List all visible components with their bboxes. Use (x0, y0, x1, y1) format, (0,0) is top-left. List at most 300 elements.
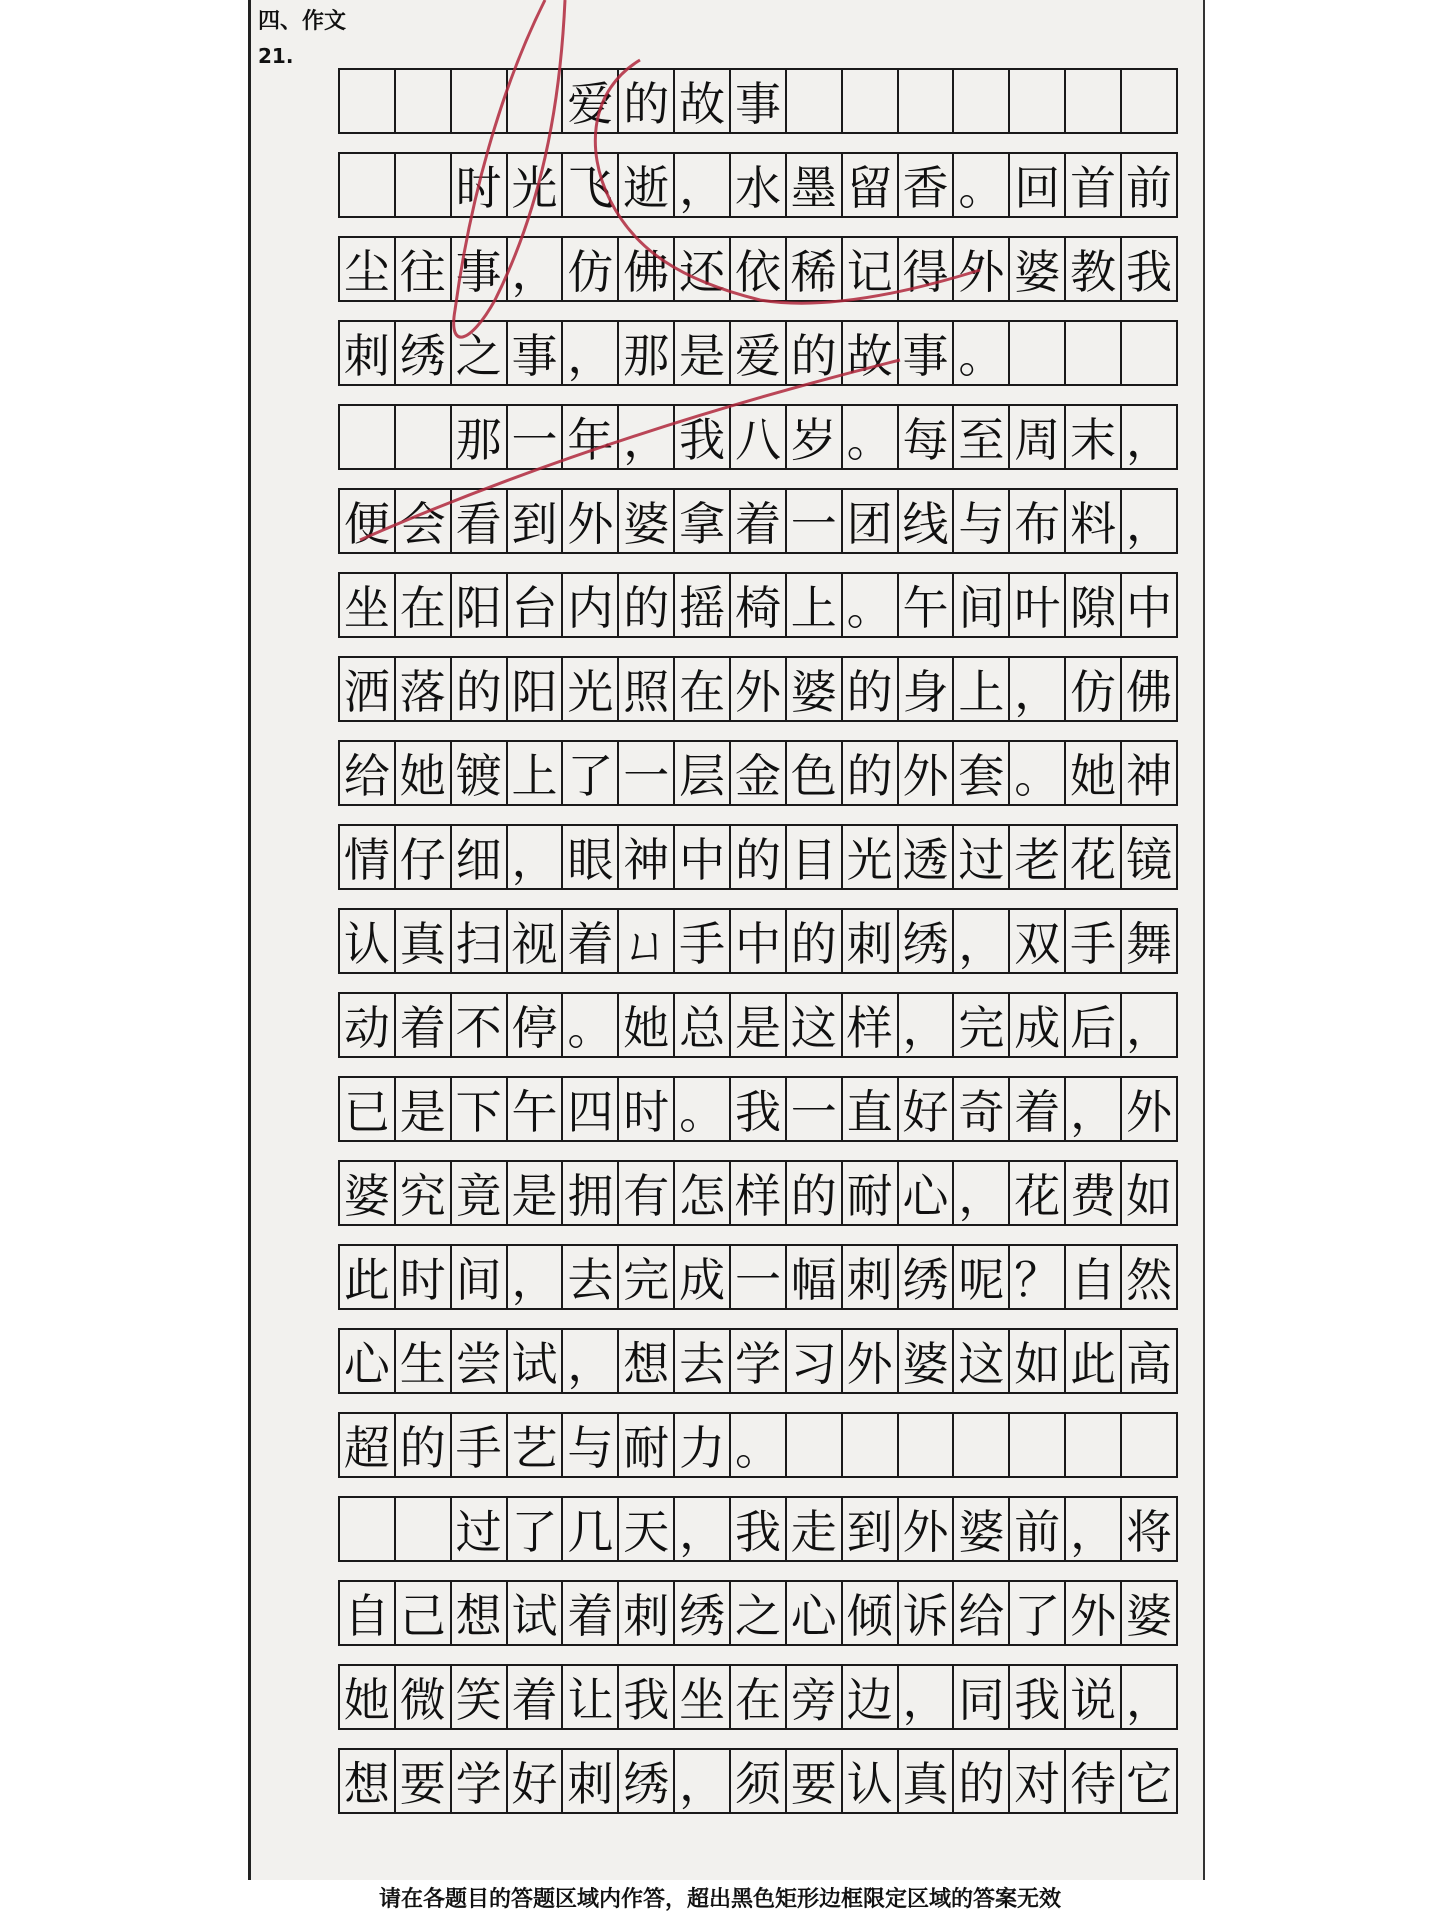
grid-cell: 好 (899, 1078, 955, 1140)
grid-cell: 动 (340, 994, 396, 1056)
grid-cell: ， (563, 322, 619, 384)
grid-cell: 中 (731, 910, 787, 972)
grid-cell: 年 (563, 406, 619, 468)
grid-cell: 诉 (899, 1582, 955, 1644)
grid-cell (899, 1414, 955, 1476)
grid-cell: 自 (1066, 1246, 1122, 1308)
grid-cell: 台 (508, 574, 564, 636)
grid-cell: 对 (1010, 1750, 1066, 1812)
grid-cell: 刺 (843, 910, 899, 972)
grid-cell: 要 (396, 1750, 452, 1812)
grid-cell: 绣 (396, 322, 452, 384)
grid-cell: ， (954, 910, 1010, 972)
grid-cell: 绣 (675, 1582, 731, 1644)
grid-cell: 舞 (1125, 917, 1172, 971)
grid-cell (1122, 1414, 1176, 1476)
grid-cell: 刺 (843, 1246, 899, 1308)
grid-cell: 完 (954, 994, 1010, 1056)
grid-cell: 八 (731, 406, 787, 468)
grid-cell: 呢 (954, 1246, 1010, 1308)
grid-cell: 是 (508, 1162, 564, 1224)
grid-cell: 外 (563, 490, 619, 552)
grid-cell: 洒 (340, 658, 396, 720)
grid-cell: 的 (619, 70, 675, 132)
grid-cell: 怎 (675, 1162, 731, 1224)
grid-cell (843, 1414, 899, 1476)
grid-cell: 前 (1125, 161, 1172, 215)
grid-cell: 停 (508, 994, 564, 1056)
grid-cell: 扫 (452, 910, 508, 972)
grid-cell: 故 (675, 70, 731, 132)
grid-cell: 是 (675, 322, 731, 384)
grid-cell: 往 (396, 238, 452, 300)
grid-cell: 外 (1125, 1085, 1172, 1139)
grid-cell: 。 (954, 322, 1010, 384)
grid-cell: 耐 (843, 1162, 899, 1224)
grid-cell: 我 (731, 1498, 787, 1560)
grid-cell: 香 (899, 154, 955, 216)
grid-cell: 是 (731, 994, 787, 1056)
grid-cell: 着 (563, 910, 619, 972)
grid-cell: 拿 (675, 490, 731, 552)
grid-cell: 生 (396, 1330, 452, 1392)
grid-cell: 着 (1010, 1078, 1066, 1140)
grid-cell: 稀 (787, 238, 843, 300)
grid-row (338, 656, 1178, 722)
grid-cell: 笑 (452, 1666, 508, 1728)
grid-row (338, 68, 1178, 134)
grid-cell: 自 (340, 1582, 396, 1644)
grid-cell: 得 (899, 238, 955, 300)
grid-cell: 试 (508, 1330, 564, 1392)
grid-cell: 尘 (340, 238, 396, 300)
grid-cell: ， (675, 1750, 731, 1812)
grid-cell: 这 (954, 1330, 1010, 1392)
grid-cell: 婆 (340, 1162, 396, 1224)
grid-cell: 隙 (1066, 574, 1122, 636)
grid-cell: 真 (396, 910, 452, 972)
grid-cell (1122, 70, 1176, 132)
grid-cell: 一 (619, 742, 675, 804)
grid-cell: 不 (452, 994, 508, 1056)
grid-cell: 水 (731, 154, 787, 216)
grid-cell: 学 (452, 1750, 508, 1812)
grid-cell: 中 (675, 826, 731, 888)
grid-cell: 倾 (843, 1582, 899, 1644)
grid-cell: 周 (1010, 406, 1066, 468)
grid-cell: 学 (731, 1330, 787, 1392)
grid-row (338, 1412, 1178, 1478)
grid-cell: 已 (340, 1078, 396, 1140)
grid-cell: 。 (954, 154, 1010, 216)
grid-cell: 过 (452, 1498, 508, 1560)
grid-cell: 奇 (954, 1078, 1010, 1140)
grid-cell (899, 70, 955, 132)
grid-cell: 想 (619, 1330, 675, 1392)
grid-cell: 布 (1010, 490, 1066, 552)
grid-cell: 后 (1066, 994, 1122, 1056)
grid-cell: 的 (787, 910, 843, 972)
grid-cell: 爱 (731, 322, 787, 384)
grid-cell: 便 (340, 490, 396, 552)
grid-cell: 仔 (396, 826, 452, 888)
grid-cell: 金 (731, 742, 787, 804)
grid-cell: 边 (843, 1666, 899, 1728)
grid-cell: 事 (508, 322, 564, 384)
grid-cell (396, 1498, 452, 1560)
grid-cell: 刺 (340, 322, 396, 384)
grid-cell: 椅 (731, 574, 787, 636)
grid-cell: 透 (899, 826, 955, 888)
grid-cell (1066, 70, 1122, 132)
grid-cell: 婆 (619, 490, 675, 552)
grid-cell: ， (899, 1666, 955, 1728)
grid-cell: 外 (1066, 1582, 1122, 1644)
grid-cell: 光 (563, 658, 619, 720)
grid-cell: 镜 (1125, 833, 1172, 887)
grid-cell: 的 (731, 826, 787, 888)
grid-row (338, 740, 1178, 806)
grid-cell: 在 (731, 1666, 787, 1728)
grid-cell: 前 (1010, 1498, 1066, 1560)
grid-cell: 。 (563, 994, 619, 1056)
footer-notice: 请在各题目的答题区域内作答，超出黑色矩形边框限定区域的答案无效 (378, 1887, 1061, 1912)
grid-cell: 的 (787, 1162, 843, 1224)
grid-cell: 的 (954, 1750, 1010, 1812)
grid-cell: 拥 (563, 1162, 619, 1224)
grid-cell: 身 (899, 658, 955, 720)
grid-cell: 线 (899, 490, 955, 552)
grid-cell: 与 (563, 1414, 619, 1476)
grid-cell: ， (899, 994, 955, 1056)
grid-cell: 镀 (452, 742, 508, 804)
grid-cell: 婆 (899, 1330, 955, 1392)
grid-cell: 会 (396, 490, 452, 552)
grid-cell (396, 154, 452, 216)
grid-cell: ， (1125, 1673, 1172, 1727)
grid-cell: 去 (675, 1330, 731, 1392)
grid-cell: 视 (508, 910, 564, 972)
grid-cell: 样 (731, 1162, 787, 1224)
grid-cell: 绣 (899, 910, 955, 972)
grid-cell: 绣 (619, 1750, 675, 1812)
grid-cell: ， (563, 1330, 619, 1392)
grid-cell: ， (508, 238, 564, 300)
grid-row (338, 236, 1178, 302)
grid-cell: 然 (1125, 1253, 1172, 1307)
grid-cell: 尝 (452, 1330, 508, 1392)
grid-cell: 了 (1010, 1582, 1066, 1644)
grid-cell: 事 (731, 70, 787, 132)
question-number: 21. (258, 44, 294, 68)
grid-cell: 成 (1010, 994, 1066, 1056)
grid-cell: 上 (508, 742, 564, 804)
grid-cell: 间 (452, 1246, 508, 1308)
grid-cell: 外 (899, 1498, 955, 1560)
grid-row (338, 1664, 1178, 1730)
grid-cell: 我 (731, 1078, 787, 1140)
grid-row (338, 404, 1178, 470)
grid-cell: 刺 (619, 1582, 675, 1644)
grid-cell: 心 (340, 1330, 396, 1392)
grid-cell: 那 (452, 406, 508, 468)
grid-cell: 到 (508, 490, 564, 552)
grid-cell: 下 (452, 1078, 508, 1140)
grid-cell (508, 70, 564, 132)
grid-cell (452, 70, 508, 132)
grid-cell: 外 (843, 1330, 899, 1392)
grid-cell: 它 (1125, 1757, 1172, 1811)
grid-cell: 她 (619, 994, 675, 1056)
grid-cell: 坐 (675, 1666, 731, 1728)
grid-cell: 外 (731, 658, 787, 720)
grid-cell: 佛 (1125, 665, 1172, 719)
grid-cell: 给 (954, 1582, 1010, 1644)
grid-cell: 总 (675, 994, 731, 1056)
grid-cell: ， (508, 826, 564, 888)
grid-cell (1010, 1414, 1066, 1476)
grid-cell: 着 (396, 994, 452, 1056)
grid-cell: 午 (899, 574, 955, 636)
grid-cell: 婆 (1125, 1589, 1172, 1643)
grid-cell: 习 (787, 1330, 843, 1392)
grid-row (338, 1580, 1178, 1646)
grid-cell: ， (1125, 413, 1172, 467)
grid-cell: 高 (1125, 1337, 1172, 1391)
grid-cell: 她 (1066, 742, 1122, 804)
grid-cell: 一 (787, 1078, 843, 1140)
grid-cell: ， (954, 1162, 1010, 1224)
grid-row (338, 992, 1178, 1058)
grid-cell: 眼 (563, 826, 619, 888)
grid-cell: 我 (675, 406, 731, 468)
grid-cell: 叶 (1010, 574, 1066, 636)
grid-cell: 在 (675, 658, 731, 720)
grid-cell: ， (1066, 1498, 1122, 1560)
grid-cell: 微 (396, 1666, 452, 1728)
grid-cell: 竟 (452, 1162, 508, 1224)
grid-cell: 末 (1066, 406, 1122, 468)
grid-cell: 与 (954, 490, 1010, 552)
grid-cell: 要 (787, 1750, 843, 1812)
grid-cell: 。 (843, 574, 899, 636)
grid-cell: 双 (1010, 910, 1066, 972)
grid-cell: 几 (563, 1498, 619, 1560)
grid-cell: 留 (843, 154, 899, 216)
grid-cell: 样 (843, 994, 899, 1056)
grid-cell: 旁 (787, 1666, 843, 1728)
grid-cell: 好 (508, 1750, 564, 1812)
grid-cell: ， (1010, 658, 1066, 720)
grid-row (338, 488, 1178, 554)
grid-cell: 时 (396, 1246, 452, 1308)
grid-cell: 待 (1066, 1750, 1122, 1812)
grid-cell: 间 (954, 574, 1010, 636)
grid-cell: 婆 (787, 658, 843, 720)
grid-cell: 依 (731, 238, 787, 300)
grid-cell (396, 70, 452, 132)
grid-cell: 着 (731, 490, 787, 552)
grid-cell: 如 (1010, 1330, 1066, 1392)
grid-cell: 了 (563, 742, 619, 804)
grid-cell: 外 (954, 238, 1010, 300)
grid-cell: ， (675, 154, 731, 216)
grid-cell: 神 (1125, 749, 1172, 803)
grid-cell (787, 70, 843, 132)
grid-cell: 逝 (619, 154, 675, 216)
grid-cell: 上 (954, 658, 1010, 720)
grid-cell: 。 (675, 1078, 731, 1140)
grid-cell: 给 (340, 742, 396, 804)
grid-cell: 此 (1066, 1330, 1122, 1392)
grid-cell: 心 (787, 1582, 843, 1644)
grid-cell: 回 (1010, 154, 1066, 216)
grid-cell (340, 154, 396, 216)
grid-cell: 想 (452, 1582, 508, 1644)
grid-row (338, 908, 1178, 974)
grid-cell: 幅 (787, 1246, 843, 1308)
grid-cell: 我 (1125, 245, 1172, 299)
grid-cell: 目 (787, 826, 843, 888)
grid-cell: 婆 (954, 1498, 1010, 1560)
grid-cell: 认 (340, 910, 396, 972)
grid-cell: 层 (675, 742, 731, 804)
grid-cell: 的 (452, 658, 508, 720)
grid-cell: 一 (787, 490, 843, 552)
grid-cell: 仿 (563, 238, 619, 300)
grid-cell: 事 (452, 238, 508, 300)
grid-cell: ， (619, 406, 675, 468)
grid-cell: 飞 (563, 154, 619, 216)
grid-row (338, 320, 1178, 386)
grid-cell: 岁 (787, 406, 843, 468)
grid-row (338, 824, 1178, 890)
grid-cell: 认 (843, 1750, 899, 1812)
grid-cell: 有 (619, 1162, 675, 1224)
grid-cell: ， (1125, 497, 1172, 551)
grid-cell (396, 406, 452, 468)
grid-cell: 摇 (675, 574, 731, 636)
grid-cell (787, 1414, 843, 1476)
grid-cell: ， (1125, 1001, 1172, 1055)
grid-cell: 完 (619, 1246, 675, 1308)
grid-cell: 。 (843, 406, 899, 468)
grid-cell: 去 (563, 1246, 619, 1308)
grid-cell (954, 70, 1010, 132)
grid-cell: 须 (731, 1750, 787, 1812)
grid-cell: 想 (340, 1750, 396, 1812)
grid-cell: 着 (563, 1582, 619, 1644)
grid-cell: 套 (954, 742, 1010, 804)
grid-cell: 说 (1066, 1666, 1122, 1728)
grid-cell: 这 (787, 994, 843, 1056)
grid-cell: 佛 (619, 238, 675, 300)
grid-cell: 力 (675, 1414, 731, 1476)
grid-cell: 的 (396, 1414, 452, 1476)
grid-cell: 真 (899, 1750, 955, 1812)
grid-cell: ？ (1010, 1246, 1066, 1308)
grid-cell: 我 (1010, 1666, 1066, 1728)
grid-cell: 还 (675, 238, 731, 300)
grid-cell: 到 (843, 1498, 899, 1560)
grid-cell: 一 (508, 406, 564, 468)
grid-cell: 了 (508, 1498, 564, 1560)
grid-cell: 是 (396, 1078, 452, 1140)
grid-cell: 时 (619, 1078, 675, 1140)
grid-cell: 同 (954, 1666, 1010, 1728)
grid-cell: 走 (787, 1498, 843, 1560)
grid-cell: 爱 (563, 70, 619, 132)
grid-cell: 神 (619, 826, 675, 888)
grid-cell: 情 (340, 826, 396, 888)
grid-cell: 四 (563, 1078, 619, 1140)
grid-cell: 。 (731, 1414, 787, 1476)
grid-row (338, 1496, 1178, 1562)
grid-cell: 中 (1125, 581, 1172, 635)
grid-cell: 耐 (619, 1414, 675, 1476)
grid-cell: 己 (396, 1582, 452, 1644)
grid-cell: 记 (843, 238, 899, 300)
grid-cell (954, 1414, 1010, 1476)
grid-cell (340, 406, 396, 468)
grid-cell: 让 (563, 1666, 619, 1728)
grid-cell: 。 (1010, 742, 1066, 804)
grid-cell: 一 (731, 1246, 787, 1308)
grid-cell (1066, 1414, 1122, 1476)
grid-cell: 的 (787, 322, 843, 384)
grid-cell: 老 (1010, 826, 1066, 888)
grid-row (338, 1748, 1178, 1814)
grid-cell: 着 (508, 1666, 564, 1728)
grid-cell: 费 (1066, 1162, 1122, 1224)
grid-cell: 手 (452, 1414, 508, 1476)
grid-cell: 上 (787, 574, 843, 636)
grid-cell: 内 (563, 574, 619, 636)
grid-cell: 坐 (340, 574, 396, 636)
grid-cell: 照 (619, 658, 675, 720)
grid-cell: 手 (675, 910, 731, 972)
grid-cell: ， (675, 1498, 731, 1560)
grid-cell: 时 (452, 154, 508, 216)
grid-row (338, 152, 1178, 218)
grid-cell: 细 (452, 826, 508, 888)
grid-cell: 手 (1066, 910, 1122, 972)
grid-row (338, 1244, 1178, 1310)
grid-cell: 外 (899, 742, 955, 804)
grid-cell: 花 (1010, 1162, 1066, 1224)
grid-cell: 的 (843, 742, 899, 804)
grid-row (338, 1076, 1178, 1142)
grid-row (338, 572, 1178, 638)
grid-row (338, 1328, 1178, 1394)
grid-cell: 艺 (508, 1414, 564, 1476)
grid-cell (1010, 70, 1066, 132)
grid-cell: 成 (675, 1246, 731, 1308)
grid-cell (340, 70, 396, 132)
grid-cell: 色 (787, 742, 843, 804)
grid-cell: 料 (1066, 490, 1122, 552)
grid-cell (340, 1498, 396, 1560)
grid-row (338, 1160, 1178, 1226)
grid-cell: 团 (843, 490, 899, 552)
grid-cell: 光 (843, 826, 899, 888)
grid-cell: 落 (396, 658, 452, 720)
grid-cell: 直 (843, 1078, 899, 1140)
grid-cell (1122, 322, 1176, 384)
grid-cell: 首 (1066, 154, 1122, 216)
grid-cell: 她 (396, 742, 452, 804)
grid-cell: 如 (1125, 1169, 1172, 1223)
